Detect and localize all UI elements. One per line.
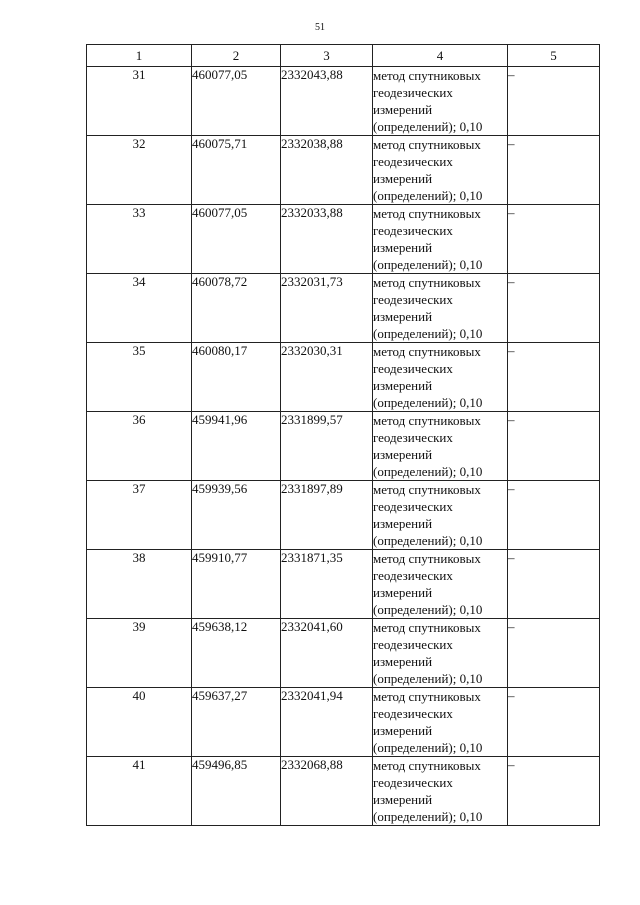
table-row (87, 343, 600, 412)
method-line: (определений); 0,10 (373, 464, 483, 479)
table-row (87, 481, 600, 550)
method-line: метод спутниковых (373, 758, 481, 773)
y-coordinate-cell: 2331897,89 (281, 481, 373, 550)
column-header-4: 4 (373, 45, 508, 67)
method-line: геодезических (373, 85, 453, 100)
note-cell: – (508, 481, 600, 550)
y-coordinate-cell: 2332043,88 (281, 67, 373, 136)
table-header-row (87, 45, 600, 67)
table-row (87, 619, 600, 688)
point-number-cell: 36 (87, 412, 192, 481)
table-row (87, 136, 600, 205)
x-coordinate-cell: 459910,77 (192, 550, 281, 619)
x-coordinate-cell: 460078,72 (192, 274, 281, 343)
method-cell (373, 481, 508, 550)
note-cell: – (508, 136, 600, 205)
y-coordinate-cell: 2332068,88 (281, 757, 373, 826)
method-line: (определений); 0,10 (373, 533, 483, 548)
table-row (87, 688, 600, 757)
note-cell: – (508, 550, 600, 619)
method-line: (определений); 0,10 (373, 671, 483, 686)
column-header-3: 3 (281, 45, 373, 67)
point-number-cell: 35 (87, 343, 192, 412)
method-cell (373, 412, 508, 481)
method-line: геодезических (373, 154, 453, 169)
y-coordinate-cell: 2331899,57 (281, 412, 373, 481)
method-line: метод спутниковых (373, 413, 481, 428)
note-cell: – (508, 274, 600, 343)
method-cell (373, 619, 508, 688)
table-row (87, 412, 600, 481)
point-number-cell: 34 (87, 274, 192, 343)
x-coordinate-cell: 460080,17 (192, 343, 281, 412)
method-line: метод спутниковых (373, 482, 481, 497)
method-line: измерений (373, 585, 433, 600)
method-line: геодезических (373, 637, 453, 652)
method-line: измерений (373, 102, 433, 117)
note-cell: – (508, 67, 600, 136)
method-cell (373, 67, 508, 136)
column-header-5: 5 (508, 45, 600, 67)
point-number-cell: 38 (87, 550, 192, 619)
y-coordinate-cell: 2331871,35 (281, 550, 373, 619)
method-line: измерений (373, 516, 433, 531)
note-cell: – (508, 343, 600, 412)
method-line: измерений (373, 171, 433, 186)
method-line: метод спутниковых (373, 137, 481, 152)
table-row (87, 274, 600, 343)
y-coordinate-cell: 2332033,88 (281, 205, 373, 274)
point-number-cell: 39 (87, 619, 192, 688)
method-line: геодезических (373, 292, 453, 307)
method-line: измерений (373, 378, 433, 393)
note-cell: – (508, 205, 600, 274)
method-cell (373, 550, 508, 619)
table-row (87, 67, 600, 136)
method-line: метод спутниковых (373, 689, 481, 704)
method-line: (определений); 0,10 (373, 602, 483, 617)
point-number-cell: 31 (87, 67, 192, 136)
table-row (87, 757, 600, 826)
method-line: геодезических (373, 430, 453, 445)
y-coordinate-cell: 2332031,73 (281, 274, 373, 343)
method-line: геодезических (373, 775, 453, 790)
point-number-cell: 33 (87, 205, 192, 274)
x-coordinate-cell: 460077,05 (192, 67, 281, 136)
x-coordinate-cell: 459638,12 (192, 619, 281, 688)
method-cell (373, 136, 508, 205)
table-row (87, 550, 600, 619)
method-line: (определений); 0,10 (373, 119, 483, 134)
method-line: метод спутниковых (373, 344, 481, 359)
y-coordinate-cell: 2332041,60 (281, 619, 373, 688)
method-line: измерений (373, 447, 433, 462)
point-number-cell: 37 (87, 481, 192, 550)
note-cell: – (508, 619, 600, 688)
method-cell (373, 757, 508, 826)
column-header-1: 1 (87, 45, 192, 67)
method-line: (определений); 0,10 (373, 740, 483, 755)
method-line: метод спутниковых (373, 551, 481, 566)
method-line: метод спутниковых (373, 275, 481, 290)
method-line: геодезических (373, 568, 453, 583)
page-number: 51 (315, 22, 325, 33)
method-line: измерений (373, 723, 433, 738)
x-coordinate-cell: 459941,96 (192, 412, 281, 481)
method-line: измерений (373, 240, 433, 255)
method-line: геодезических (373, 706, 453, 721)
y-coordinate-cell: 2332030,31 (281, 343, 373, 412)
note-cell: – (508, 757, 600, 826)
point-number-cell: 40 (87, 688, 192, 757)
table-row (87, 205, 600, 274)
method-cell (373, 688, 508, 757)
y-coordinate-cell: 2332038,88 (281, 136, 373, 205)
method-line: геодезических (373, 361, 453, 376)
method-line: метод спутниковых (373, 206, 481, 221)
x-coordinate-cell: 459939,56 (192, 481, 281, 550)
note-cell: – (508, 688, 600, 757)
point-number-cell: 32 (87, 136, 192, 205)
x-coordinate-cell: 459496,85 (192, 757, 281, 826)
x-coordinate-cell: 460077,05 (192, 205, 281, 274)
method-line: (определений); 0,10 (373, 326, 483, 341)
note-cell: – (508, 412, 600, 481)
method-line: (определений); 0,10 (373, 395, 483, 410)
x-coordinate-cell: 459637,27 (192, 688, 281, 757)
method-cell (373, 205, 508, 274)
method-line: метод спутниковых (373, 68, 481, 83)
method-line: измерений (373, 792, 433, 807)
method-cell (373, 343, 508, 412)
method-line: геодезических (373, 499, 453, 514)
table-body (87, 67, 600, 826)
method-line: (определений); 0,10 (373, 188, 483, 203)
method-line: измерений (373, 309, 433, 324)
method-line: измерений (373, 654, 433, 669)
coordinates-table (86, 44, 600, 826)
x-coordinate-cell: 460075,71 (192, 136, 281, 205)
method-cell (373, 274, 508, 343)
column-header-2: 2 (192, 45, 281, 67)
method-line: (определений); 0,10 (373, 257, 483, 272)
point-number-cell: 41 (87, 757, 192, 826)
method-line: геодезических (373, 223, 453, 238)
method-line: (определений); 0,10 (373, 809, 483, 824)
y-coordinate-cell: 2332041,94 (281, 688, 373, 757)
method-line: метод спутниковых (373, 620, 481, 635)
